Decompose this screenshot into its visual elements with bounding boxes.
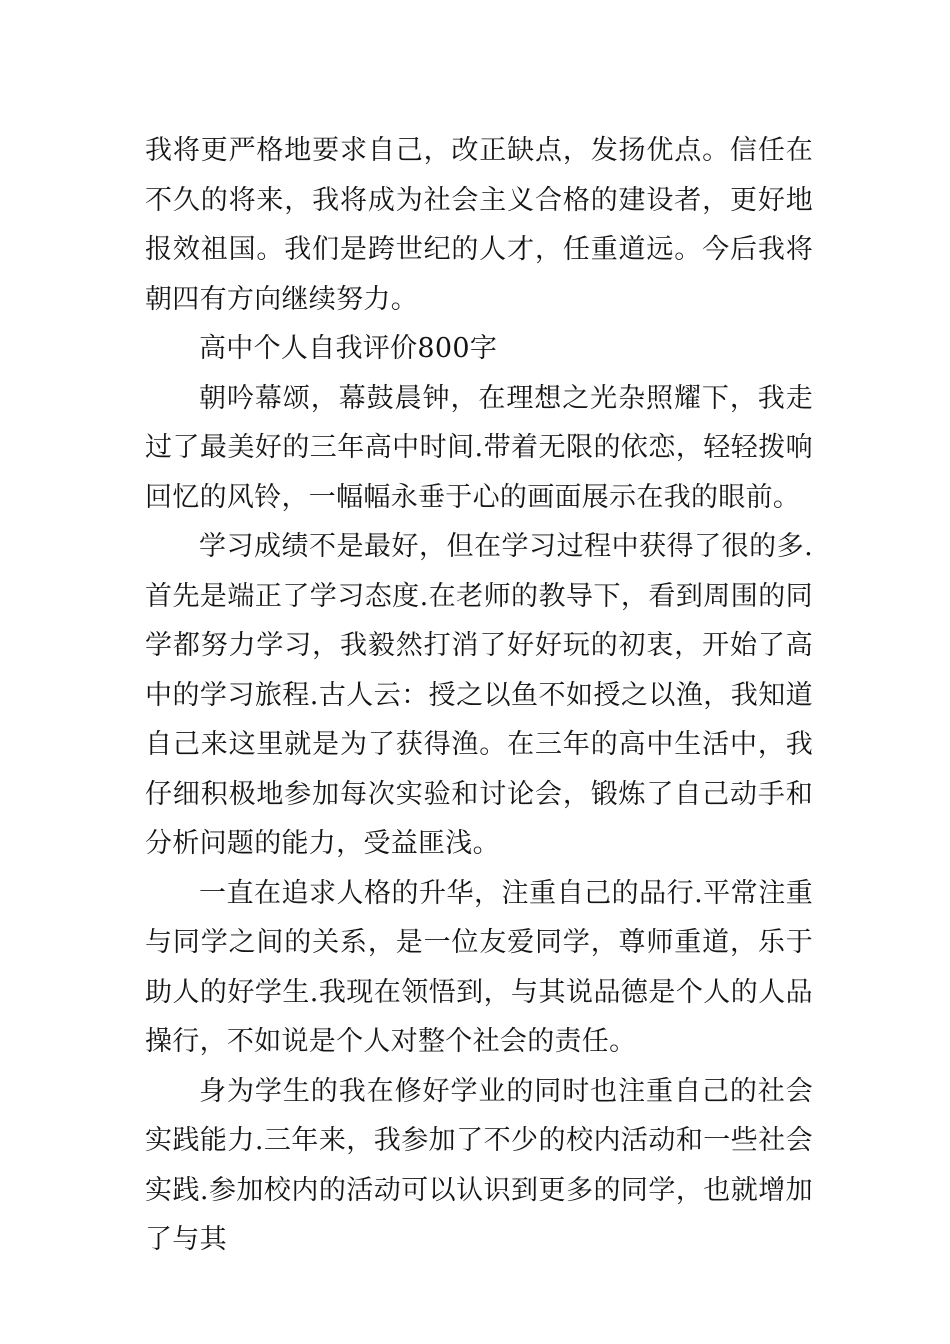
paragraph-continuation: 我将更严格地要求自己，改正缺点，发扬优点。信任在不久的将来，我将成为社会主义合格的建设者，更好地报效祖国。我们是跨世纪的人才，任重道远。今后我将朝四有方向继续努力。 — [145, 135, 813, 315]
section-heading: 高中个人自我评价800字 — [199, 333, 498, 364]
paragraph-intro: 朝吟幕颂，幕鼓晨钟，在理想之光杂照耀下，我走过了最美好的三年高中时间.带着无限的依恋，轻轻拨响回忆的风铃，一幅幅永垂于心的画面展示在我的眼前。 — [145, 382, 813, 513]
document-body — [145, 126, 813, 1265]
paragraph-character: 一直在追求人格的升华，注重自己的品行.平常注重与同学之间的关系，是一位友爱同学，尊师重道，乐于助人的好学生.我现在领悟到，与其说品德是个人的人品操行，不如说是个人对整个社会的责任。 — [145, 877, 813, 1057]
paragraph-study: 学习成绩不是最好，但在学习过程中获得了很的多.首先是端正了学习态度.在老师的教导下，看到周围的同学都努力学习，我毅然打消了好好玩的初衷，开始了高中的学习旅程.古人云：授之以鱼不如授之以渔，我知道自己来这里就是为了获得渔。在三年的高中生活中，我仔细积极地参加每次实验和讨论会，锻炼了自己动手和分析问题的能力，受益匪浅。 — [145, 531, 813, 859]
paragraph-practice: 身为学生的我在修好学业的同时也注重自己的社会实践能力.三年来，我参加了不少的校内活动和一些社会实践.参加校内的活动可以认识到更多的同学，也就增加了与其 — [145, 1075, 813, 1255]
